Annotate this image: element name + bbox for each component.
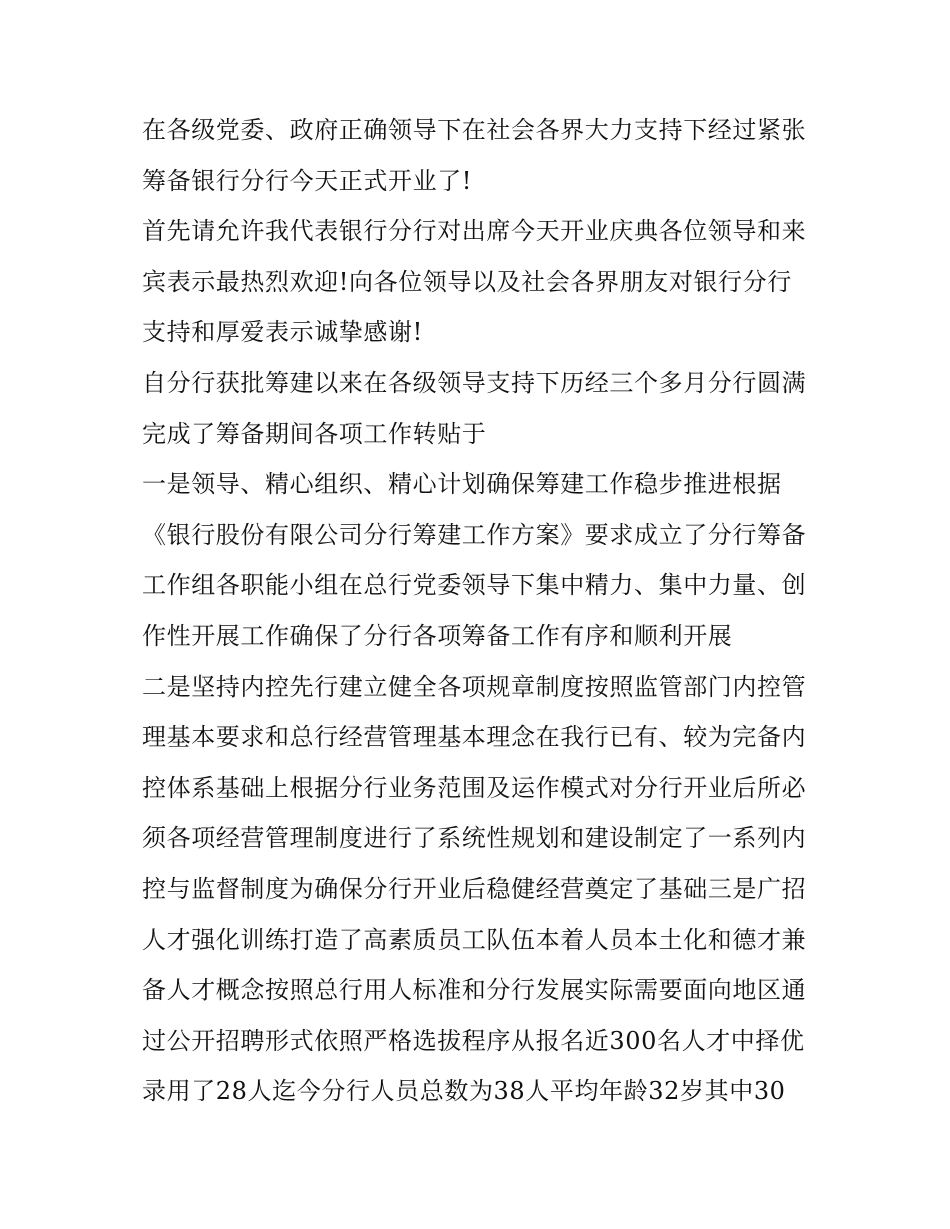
text-line: 筹备银行分行今天正式开业了! (142, 166, 473, 195)
text-line: 过公开招聘形式依照严格选拔程序从报名近300名人才中择优 (142, 1026, 805, 1055)
text-line: 《银行股份有限公司分行筹建工作方案》要求成立了分行筹备 (142, 520, 807, 549)
text-line: 工作组各职能小组在总行党委领导下集中精力、集中力量、创 (142, 571, 807, 600)
text-line: 须各项经营管理制度进行了系统性规划和建设制定了一系列内 (142, 824, 807, 853)
text-line: 控体系基础上根据分行业务范围及运作模式对分行开业后所必 (142, 773, 807, 802)
text-line: 二是坚持内控先行建立健全各项规章制度按照监管部门内控管 (142, 672, 807, 701)
text-line: 在各级党委、政府正确领导下在社会各界大力支持下经过紧张 (142, 116, 807, 144)
text-line: 一是领导、精心组织、精心计划确保筹建工作稳步推进根据 (142, 470, 782, 499)
document-body (142, 105, 822, 1117)
text-line: 宾表示最热烈欢迎!向各位领导以及社会各界朋友对银行分行 (142, 267, 792, 296)
text-line: 理基本要求和总行经营管理基本理念在我行已有、较为完备内 (142, 723, 807, 752)
text-line: 控与监督制度为确保分行开业后稳健经营奠定了基础三是广招 (142, 874, 807, 903)
text-line: 支持和厚爱表示诚挚感谢! (142, 318, 423, 347)
text-line: 人才强化训练打造了高素质员工队伍本着人员本土化和德才兼 (142, 925, 807, 954)
text-line: 自分行获批筹建以来在各级领导支持下历经三个多月分行圆满 (142, 368, 807, 397)
text-line: 作性开展工作确保了分行各项筹备工作有序和顺利开展 (142, 621, 733, 650)
text-line: 备人才概念按照总行用人标准和分行发展实际需要面向地区通 (142, 976, 807, 1005)
text-line: 首先请允许我代表银行分行对出席今天开业庆典各位领导和来 (142, 217, 807, 246)
text-line: 完成了筹备期间各项工作转贴于 (142, 419, 487, 448)
text-line: 录用了28人迄今分行人员总数为38人平均年龄32岁其中30 (142, 1077, 786, 1106)
